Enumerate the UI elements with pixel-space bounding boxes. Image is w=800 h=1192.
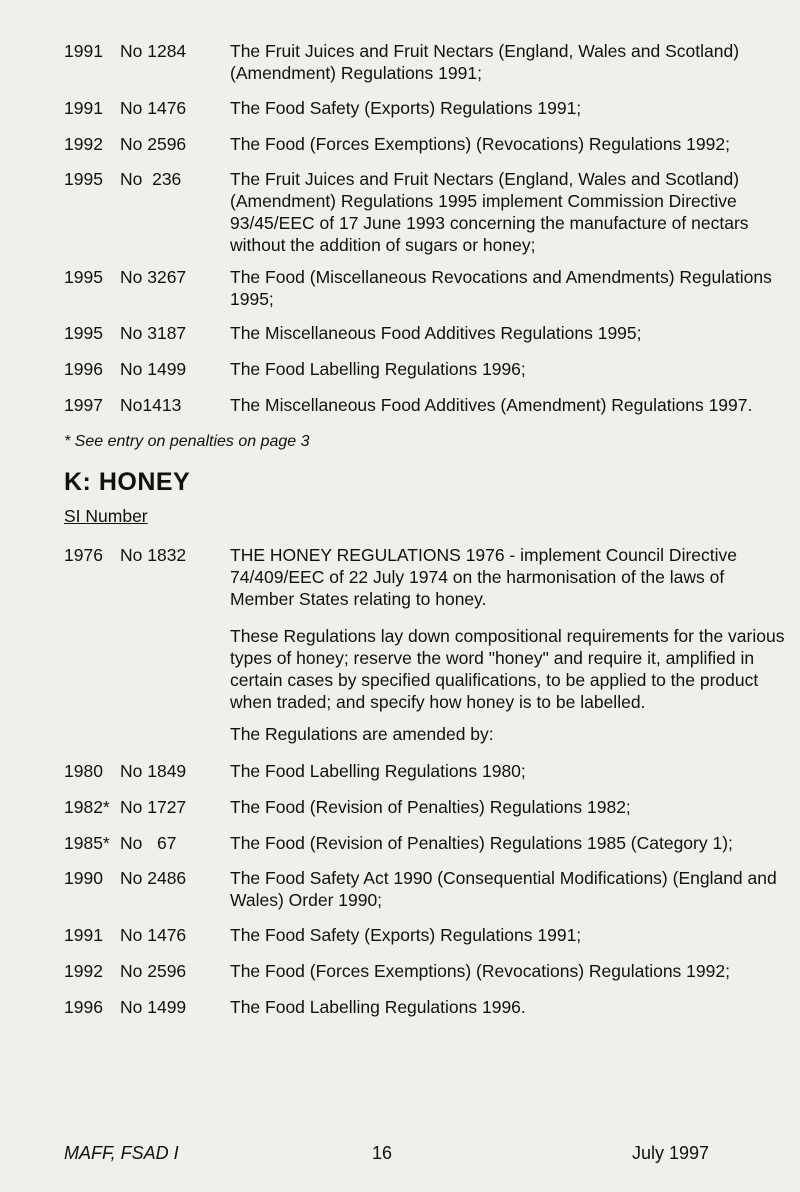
entry-description: The Food Labelling Regulations 1996; — [230, 359, 526, 379]
footer-source: MAFF, FSAD I — [64, 1143, 179, 1163]
entry-number: No 3187 — [120, 323, 187, 343]
entry-number: No 2596 — [120, 134, 187, 154]
entry-year: 1997 — [64, 395, 103, 415]
column-header-si-number: SI Number — [64, 506, 148, 526]
entry-year: 1982* — [64, 797, 110, 817]
description-paragraph: These Regulations lay down compositional requirements for the various types of honey; reserve the word "honey" and require it, amplified in certain cases by specified qualifications, to be applied to the product when traded; and specify how honey is to be labelled. — [230, 626, 785, 712]
entry-year: 1991 — [64, 925, 103, 945]
section-heading: K: HONEY — [64, 468, 191, 496]
entry-description: The Food (Forces Exemptions) (Revocations) Regulations 1992; — [230, 134, 730, 154]
amended-by-label: The Regulations are amended by: — [230, 724, 494, 744]
entry-number: No 2596 — [120, 961, 187, 981]
entry-year: 1992 — [64, 961, 103, 981]
entry-number: No 1476 — [120, 98, 187, 118]
entry-year: 1995 — [64, 169, 103, 189]
entry-year: 1990 — [64, 868, 103, 888]
entry-number: No 1284 — [120, 41, 187, 61]
entry-year: 1996 — [64, 997, 103, 1017]
entry-number: No 67 — [120, 833, 177, 853]
entry-year: 1992 — [64, 134, 103, 154]
entry-year: 1991 — [64, 41, 103, 61]
entry-number: No 1476 — [120, 925, 187, 945]
entry-description: The Food Safety Act 1990 (Consequential Modifications) (England and Wales) Order 1990; — [230, 868, 777, 910]
entry-year: 1985* — [64, 833, 110, 853]
entry-number: No 236 — [120, 169, 182, 189]
entry-description: The Food Labelling Regulations 1996. — [230, 997, 526, 1017]
entry-year: 1991 — [64, 98, 103, 118]
penalty-note: * See entry on penalties on page 3 — [64, 433, 310, 450]
entry-number: No1413 — [120, 395, 182, 415]
entry-description: The Food Labelling Regulations 1980; — [230, 761, 526, 781]
entry-number: No 1499 — [120, 997, 187, 1017]
entry-year: 1995 — [64, 267, 103, 287]
entry-description: THE HONEY REGULATIONS 1976 - implement Council Directive 74/409/EEC of 22 July 1974 on the harmonisation of the laws of Member States relating to honey. — [230, 545, 738, 609]
entry-number: No 2486 — [120, 868, 187, 888]
entry-number: No 1832 — [120, 545, 187, 565]
entry-description: The Food (Revision of Penalties) Regulations 1985 (Category 1); — [230, 833, 733, 853]
entry-number: No 1499 — [120, 359, 187, 379]
footer-date: July 1997 — [632, 1143, 710, 1163]
entry-year: 1996 — [64, 359, 103, 379]
entry-description: The Food (Forces Exemptions) (Revocations) Regulations 1992; — [230, 961, 730, 981]
entry-description: The Food (Revision of Penalties) Regulations 1982; — [230, 797, 631, 817]
entry-description: The Food Safety (Exports) Regulations 1991; — [230, 98, 582, 118]
entry-number: No 1849 — [120, 761, 187, 781]
entry-year: 1976 — [64, 545, 103, 565]
entry-year: 1980 — [64, 761, 103, 781]
entry-description: The Fruit Juices and Fruit Nectars (England, Wales and Scotland) (Amendment) Regulations 1995 implement Commission Directive 93/45/EEC of 17 June 1993 concerning the manufacture of nectars without the addition of sugars or honey; — [230, 169, 749, 255]
entry-description: The Miscellaneous Food Additives Regulations 1995; — [230, 323, 642, 343]
page-number: 16 — [372, 1143, 393, 1163]
entry-year: 1995 — [64, 323, 103, 343]
entry-number: No 3267 — [120, 267, 187, 287]
entry-description: The Fruit Juices and Fruit Nectars (England, Wales and Scotland) (Amendment) Regulations 1991; — [230, 41, 740, 83]
entry-description: The Food Safety (Exports) Regulations 1991; — [230, 925, 582, 945]
entry-number: No 1727 — [120, 797, 187, 817]
entry-description: The Food (Miscellaneous Revocations and Amendments) Regulations 1995; — [230, 267, 772, 309]
entry-description: The Miscellaneous Food Additives (Amendment) Regulations 1997. — [230, 395, 753, 415]
